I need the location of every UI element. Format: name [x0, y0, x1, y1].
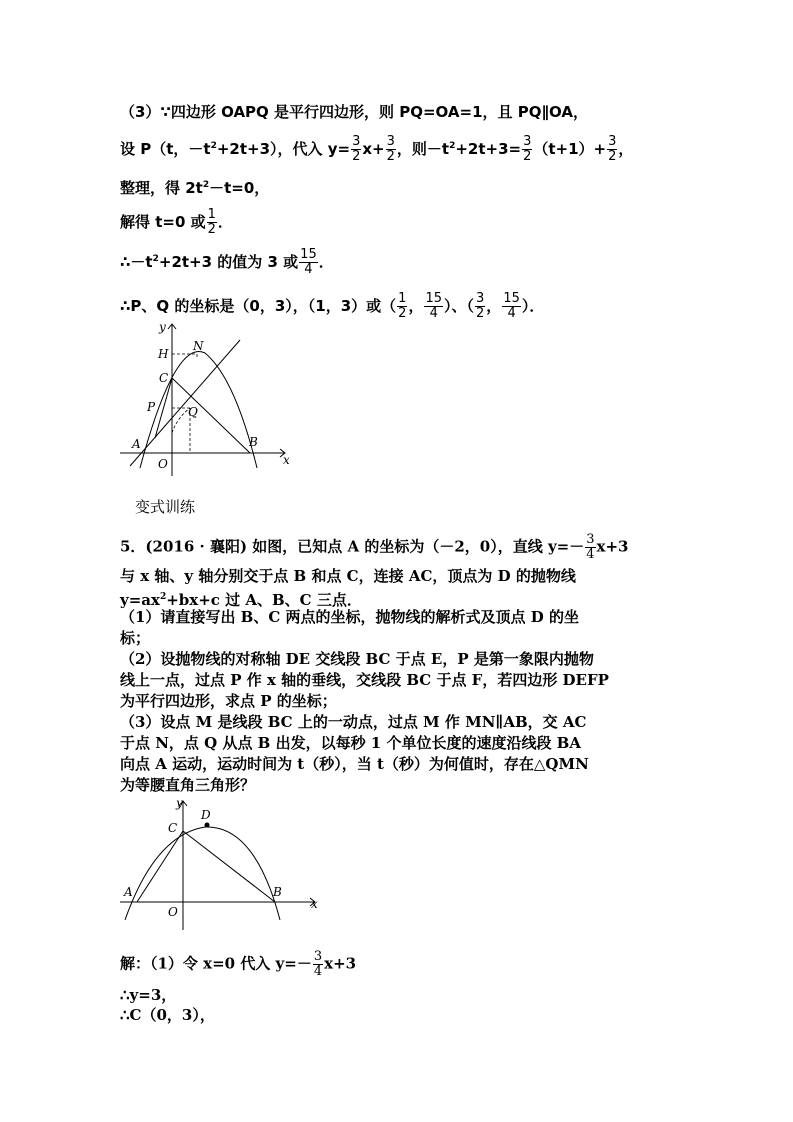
fig2-label-o: O	[168, 905, 178, 919]
fig2-label-y: y	[176, 796, 183, 810]
fig1-label-o: O	[158, 457, 168, 471]
fig2-label-c: C	[168, 821, 178, 835]
section-title: 变式训练	[135, 498, 196, 516]
line-ac	[155, 378, 172, 438]
line-cb	[172, 378, 250, 453]
fig2-label-b: B	[273, 885, 282, 899]
fraction-3-4: $\frac{3}{4}$	[586, 532, 595, 562]
parabola-curve	[125, 827, 280, 920]
line-cb	[183, 831, 275, 902]
fraction-1-2: $\frac{1}{2}$	[398, 291, 407, 321]
question1-line2: 标；	[120, 629, 151, 647]
problem5-line2: 与 x 轴、y 轴分别交于点 B 和点 C，连接 AC，顶点为 D 的抛物线	[120, 567, 576, 585]
problem5-line1: 5．(2016 · 襄阳) 如图，已知点 A 的坐标为（－2，0），直线 y=－ $\frac{3}{4}$ x+3	[120, 532, 629, 562]
fig1-label-x: x	[283, 453, 290, 467]
fraction-3-4: $\frac{3}{4}$	[313, 949, 323, 979]
fraction-3-2: $\frac{3}{2}$	[608, 134, 617, 164]
question2-line1: （2）设抛物线的对称轴 DE 交线段 BC 于点 E，P 是第一象限内抛物	[120, 650, 594, 668]
fraction-3-2: $\frac{3}{2}$	[523, 134, 532, 164]
fig1-label-c: C	[159, 371, 169, 385]
solution-line1: 解：（1）令 x=0 代入 y=－ $\frac{3}{4}$ x+3	[120, 949, 357, 979]
fig1-label-y: y	[159, 320, 166, 334]
solution-line2: ∴y=3，	[120, 986, 177, 1004]
fig2-label-d: D	[201, 808, 211, 822]
fraction-15-4: $\frac{15}{4}$	[503, 291, 520, 321]
figure-2-parabola-diagram	[115, 795, 325, 935]
solution-line3: ∴C（0，3），	[120, 1006, 215, 1024]
fig2-label-x: x	[311, 897, 318, 911]
fig1-label-b: B	[249, 435, 258, 449]
question3-line1: （3）设点 M 是线段 BC 上的一动点，过点 M 作 MN∥AB，交 AC	[120, 713, 587, 731]
fraction-15-4: $\frac{15}{4}$	[300, 247, 317, 277]
question2-line2: 线上一点，过点 P 作 x 轴的垂线，交线段 BC 于点 F，若四边形 DEFP	[120, 671, 609, 689]
part3-line5: $\therefore-t^2+2t+3$ 的值为 3 或 $\frac{15}{4}$ ．	[120, 247, 334, 277]
fig1-label-n: N	[193, 339, 204, 353]
question3-line2: 于点 N，点 Q 从点 B 出发，以每秒 1 个单位长度的速度沿线段 BA	[120, 734, 581, 752]
fig1-label-h: H	[158, 347, 169, 361]
line-ac	[137, 831, 183, 902]
fig1-label-p: P	[147, 400, 156, 414]
fraction-3-2: $\frac{3}{2}$	[476, 291, 485, 321]
part3-line4: 解得 t=0 或 $\frac{1}{2}$ ．	[120, 207, 233, 237]
fig1-label-a: A	[132, 437, 141, 451]
part3-line3: 整理，得 $2t^2-t=0$，	[120, 179, 270, 197]
problem5-line3: $y=ax^2+bx+c$ 过 A、B、C 三点．	[120, 591, 362, 609]
part3-line6: ∴P、Q 的坐标是（0，3），（1，3）或（ $\frac{1}{2}$ ， $\frac{15}{4}$ ）、（ $\frac{3}{2}$ ， $\frac{15}{4}$ ）．	[120, 291, 545, 321]
question1-line1: （1）请直接写出 B、C 两点的坐标，抛物线的解析式及顶点 D 的坐	[120, 608, 579, 626]
figure-1-parabola-diagram	[115, 318, 300, 478]
fig1-label-q: Q	[188, 405, 198, 419]
part3-line2: 设 P（t，$-t^2+2t+3$），代入 y= $\frac{3}{2}$ x+ $\frac{3}{2}$ ，则$-t^2+2t+3=$ $\frac{3}{2}$ （t+1）+ $\frac{3}{2}$ ，	[120, 134, 634, 164]
fraction-3-2: $\frac{3}{2}$	[386, 134, 395, 164]
fig2-label-a: A	[124, 885, 133, 899]
part3-line1: （3）∵四边形 OAPQ 是平行四边形，则 PQ=OA=1，且 PQ∥OA，	[120, 103, 588, 121]
question3-line3: 向点 A 运动，运动时间为 t（秒），当 t（秒）为何值时，存在△QMN	[120, 755, 589, 773]
fraction-15-4: $\frac{15}{4}$	[425, 291, 442, 321]
fraction-1-2: $\frac{1}{2}$	[207, 207, 216, 237]
fraction-3-2: $\frac{3}{2}$	[352, 134, 361, 164]
vertex-point-d	[205, 823, 210, 828]
parabola-curve	[140, 351, 257, 468]
question3-line4: 为等腰直角三角形？	[120, 776, 256, 794]
question2-line3: 为平行四边形，求点 P 的坐标；	[120, 692, 337, 710]
